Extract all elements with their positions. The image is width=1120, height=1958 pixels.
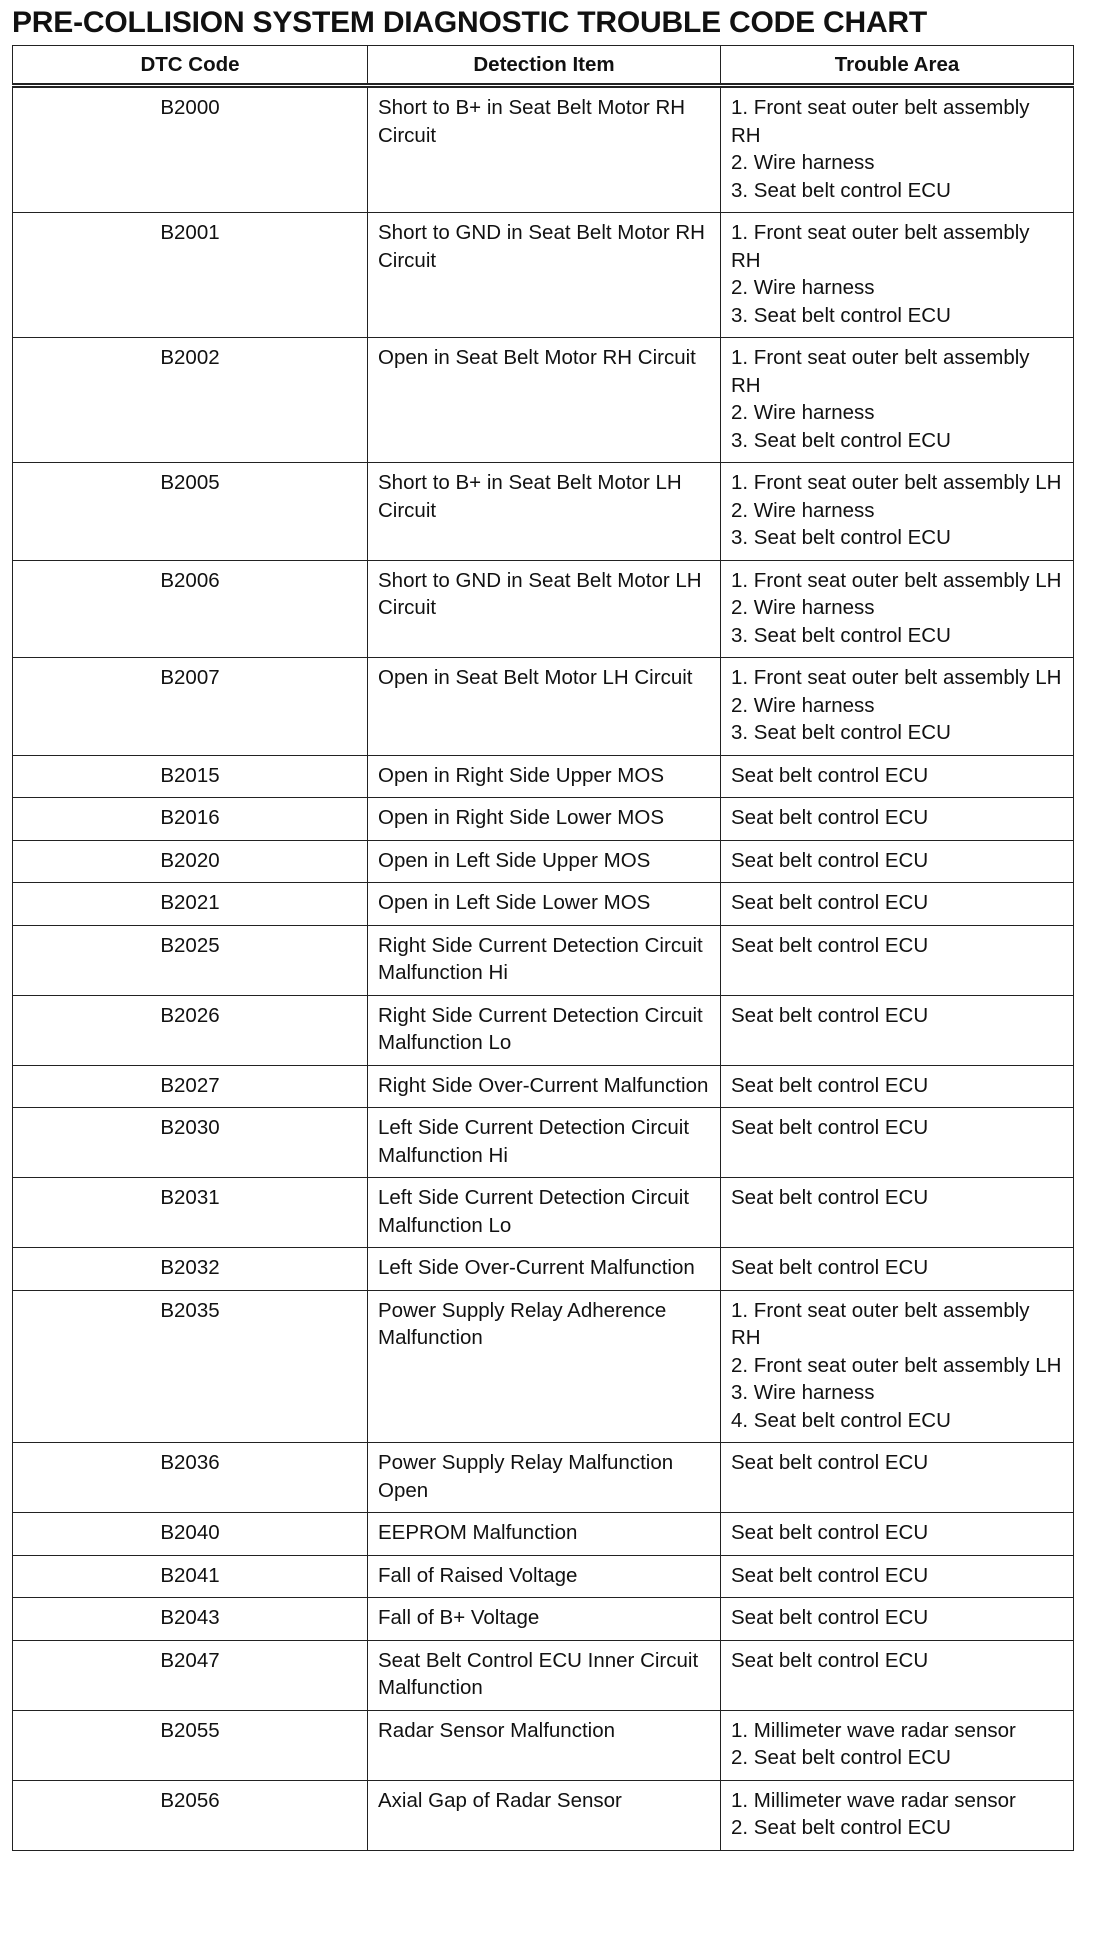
trouble-area-cell: [721, 1065, 1074, 1108]
trouble-area-line: 2. Wire harness: [731, 596, 875, 619]
column-header-detection-item: Detection Item: [368, 46, 721, 86]
dtc-code-cell: B2047: [13, 1640, 368, 1710]
dtc-code-cell: B2020: [13, 840, 368, 883]
dtc-code-cell: B2041: [13, 1555, 368, 1598]
trouble-area-line: 1. Front seat outer belt assembly LH: [731, 666, 1062, 689]
trouble-area-cell: [721, 463, 1074, 561]
dtc-code-cell: B2015: [13, 755, 368, 798]
table-row: [13, 1598, 1074, 1641]
table-row: [13, 1290, 1074, 1443]
table-row: [13, 925, 1074, 995]
dtc-code-cell: B2055: [13, 1710, 368, 1780]
dtc-code-cell: B2001: [13, 213, 368, 338]
column-header-dtc-code: DTC Code: [13, 46, 368, 86]
trouble-area-line: Seat belt control ECU: [731, 1606, 929, 1629]
trouble-area-cell: [721, 1108, 1074, 1178]
trouble-area-cell: [721, 798, 1074, 841]
trouble-area-cell: [721, 1290, 1074, 1443]
dtc-code-cell: B2002: [13, 338, 368, 463]
trouble-area-cell: [721, 86, 1074, 213]
detection-item-cell: EEPROM Malfunction: [368, 1513, 721, 1556]
detection-item-cell: Short to B+ in Seat Belt Motor LH Circuit: [368, 463, 721, 561]
trouble-area-line: 1. Front seat outer belt assembly RH: [731, 221, 1030, 272]
column-header-trouble-area: Trouble Area: [721, 46, 1074, 86]
trouble-area-line: 1. Millimeter wave radar sensor: [731, 1788, 1016, 1812]
dtc-code-cell: B2026: [13, 995, 368, 1065]
trouble-area-line: Seat belt control ECU: [731, 933, 929, 957]
table-row: [13, 1248, 1074, 1291]
trouble-area-line: Seat belt control ECU: [731, 1186, 929, 1209]
trouble-area-line: Seat belt control ECU: [731, 1451, 929, 1474]
dtc-code-cell: B2006: [13, 560, 368, 658]
detection-item-cell: Open in Left Side Upper MOS: [368, 840, 721, 883]
trouble-area-cell: [721, 995, 1074, 1065]
dtc-code-cell: B2040: [13, 1513, 368, 1556]
trouble-area-line: 3. Seat belt control ECU: [731, 303, 951, 327]
dtc-code-cell: B2043: [13, 1598, 368, 1641]
trouble-area-cell: [721, 1710, 1074, 1780]
trouble-area-line: 3. Wire harness: [731, 1381, 875, 1404]
trouble-area-line: 1. Front seat outer belt assembly LH: [731, 568, 1062, 592]
trouble-area-line: Seat belt control ECU: [731, 1003, 929, 1027]
trouble-area-line: 2. Seat belt control ECU: [731, 1816, 951, 1839]
trouble-area-cell: [721, 1780, 1074, 1850]
trouble-area-cell: [721, 560, 1074, 658]
table-row: [13, 995, 1074, 1065]
table-row: [13, 755, 1074, 798]
detection-item-cell: Radar Sensor Malfunction: [368, 1710, 721, 1780]
table-row: [13, 1443, 1074, 1513]
table-row: [13, 1640, 1074, 1710]
table-row: [13, 338, 1074, 463]
trouble-area-line: 3. Seat belt control ECU: [731, 428, 951, 452]
trouble-area-line: 1. Front seat outer belt assembly RH: [731, 346, 1030, 397]
detection-item-cell: Seat Belt Control ECU Inner Circuit Malfunction: [368, 1640, 721, 1710]
trouble-area-line: Seat belt control ECU: [731, 891, 929, 914]
detection-item-cell: Axial Gap of Radar Sensor: [368, 1780, 721, 1850]
detection-item-cell: Right Side Current Detection Circuit Malfunction Lo: [368, 995, 721, 1065]
trouble-area-line: 1. Front seat outer belt assembly LH: [731, 471, 1062, 494]
dtc-code-cell: B2016: [13, 798, 368, 841]
detection-item-cell: Short to GND in Seat Belt Motor LH Circuit: [368, 560, 721, 658]
trouble-area-line: 4. Seat belt control ECU: [731, 1408, 951, 1432]
dtc-code-cell: B2035: [13, 1290, 368, 1443]
dtc-table: [12, 45, 1074, 1851]
page-title: PRE-COLLISION SYSTEM DIAGNOSTIC TROUBLE CODE CHART: [12, 6, 928, 39]
detection-item-cell: Power Supply Relay Malfunction Open: [368, 1443, 721, 1513]
trouble-area-line: 2. Seat belt control ECU: [731, 1746, 951, 1769]
trouble-area-cell: [721, 883, 1074, 926]
trouble-area-line: 3. Seat belt control ECU: [731, 526, 951, 549]
dtc-code-cell: B2000: [13, 86, 368, 213]
trouble-area-cell: [721, 840, 1074, 883]
trouble-area-cell: [721, 1513, 1074, 1556]
detection-item-cell: Open in Right Side Upper MOS: [368, 755, 721, 798]
table-row: [13, 883, 1074, 926]
trouble-area-line: Seat belt control ECU: [731, 1563, 929, 1587]
table-row: [13, 798, 1074, 841]
trouble-area-line: Seat belt control ECU: [731, 806, 929, 829]
trouble-area-line: Seat belt control ECU: [731, 763, 929, 787]
table-row: [13, 1065, 1074, 1108]
detection-item-cell: Left Side Current Detection Circuit Malfunction Lo: [368, 1178, 721, 1248]
trouble-area-line: 2. Wire harness: [731, 276, 875, 299]
trouble-area-line: Seat belt control ECU: [731, 1521, 929, 1544]
trouble-area-cell: [721, 338, 1074, 463]
trouble-area-line: 3. Seat belt control ECU: [731, 178, 951, 202]
dtc-code-cell: B2027: [13, 1065, 368, 1108]
table-row: [13, 1555, 1074, 1598]
trouble-area-line: Seat belt control ECU: [731, 1256, 929, 1279]
table-row: [13, 1513, 1074, 1556]
detection-item-cell: Left Side Over-Current Malfunction: [368, 1248, 721, 1291]
trouble-area-cell: [721, 1555, 1074, 1598]
trouble-area-cell: [721, 658, 1074, 756]
trouble-area-line: 3. Seat belt control ECU: [731, 623, 951, 647]
dtc-code-cell: B2025: [13, 925, 368, 995]
dtc-code-cell: B2036: [13, 1443, 368, 1513]
dtc-code-cell: B2031: [13, 1178, 368, 1248]
detection-item-cell: Short to GND in Seat Belt Motor RH Circuit: [368, 213, 721, 338]
trouble-area-line: 2. Wire harness: [731, 693, 875, 717]
dtc-code-cell: B2007: [13, 658, 368, 756]
table-row: [13, 463, 1074, 561]
table-row: [13, 213, 1074, 338]
trouble-area-cell: [721, 925, 1074, 995]
table-row: [13, 1178, 1074, 1248]
dtc-code-cell: B2005: [13, 463, 368, 561]
trouble-area-cell: [721, 213, 1074, 338]
table-row: [13, 86, 1074, 213]
table-row: [13, 658, 1074, 756]
trouble-area-cell: [721, 1248, 1074, 1291]
trouble-area-line: Seat belt control ECU: [731, 1116, 929, 1139]
trouble-area-line: 2. Wire harness: [731, 498, 875, 522]
dtc-code-cell: B2056: [13, 1780, 368, 1850]
trouble-area-cell: [721, 1640, 1074, 1710]
trouble-area-line: Seat belt control ECU: [731, 1648, 929, 1672]
detection-item-cell: Fall of Raised Voltage: [368, 1555, 721, 1598]
detection-item-cell: Fall of B+ Voltage: [368, 1598, 721, 1641]
trouble-area-line: 1. Millimeter wave radar sensor: [731, 1718, 1016, 1742]
detection-item-cell: Right Side Over-Current Malfunction: [368, 1065, 721, 1108]
detection-item-cell: Open in Left Side Lower MOS: [368, 883, 721, 926]
trouble-area-line: Seat belt control ECU: [731, 848, 929, 872]
table-row: [13, 840, 1074, 883]
table-row: [13, 560, 1074, 658]
detection-item-cell: Short to B+ in Seat Belt Motor RH Circuit: [368, 86, 721, 213]
dtc-code-cell: B2030: [13, 1108, 368, 1178]
table-row: [13, 1780, 1074, 1850]
trouble-area-line: 2. Wire harness: [731, 401, 875, 424]
detection-item-cell: Left Side Current Detection Circuit Malfunction Hi: [368, 1108, 721, 1178]
detection-item-cell: Open in Seat Belt Motor LH Circuit: [368, 658, 721, 756]
detection-item-cell: Open in Seat Belt Motor RH Circuit: [368, 338, 721, 463]
trouble-area-cell: [721, 1598, 1074, 1641]
detection-item-cell: Power Supply Relay Adherence Malfunction: [368, 1290, 721, 1443]
detection-item-cell: Right Side Current Detection Circuit Malfunction Hi: [368, 925, 721, 995]
trouble-area-cell: [721, 1178, 1074, 1248]
detection-item-cell: Open in Right Side Lower MOS: [368, 798, 721, 841]
dtc-code-cell: B2032: [13, 1248, 368, 1291]
trouble-area-cell: [721, 1443, 1074, 1513]
dtc-code-cell: B2021: [13, 883, 368, 926]
trouble-area-line: 2. Front seat outer belt assembly LH: [731, 1353, 1062, 1377]
trouble-area-line: 3. Seat belt control ECU: [731, 721, 951, 744]
table-body: [13, 86, 1074, 1851]
table-row: [13, 1710, 1074, 1780]
table-header-row: [13, 46, 1074, 86]
trouble-area-line: Seat belt control ECU: [731, 1073, 929, 1097]
trouble-area-line: 2. Wire harness: [731, 151, 875, 174]
table-row: [13, 1108, 1074, 1178]
trouble-area-line: 1. Front seat outer belt assembly RH: [731, 96, 1030, 147]
trouble-area-line: 1. Front seat outer belt assembly RH: [731, 1298, 1030, 1349]
trouble-area-cell: [721, 755, 1074, 798]
